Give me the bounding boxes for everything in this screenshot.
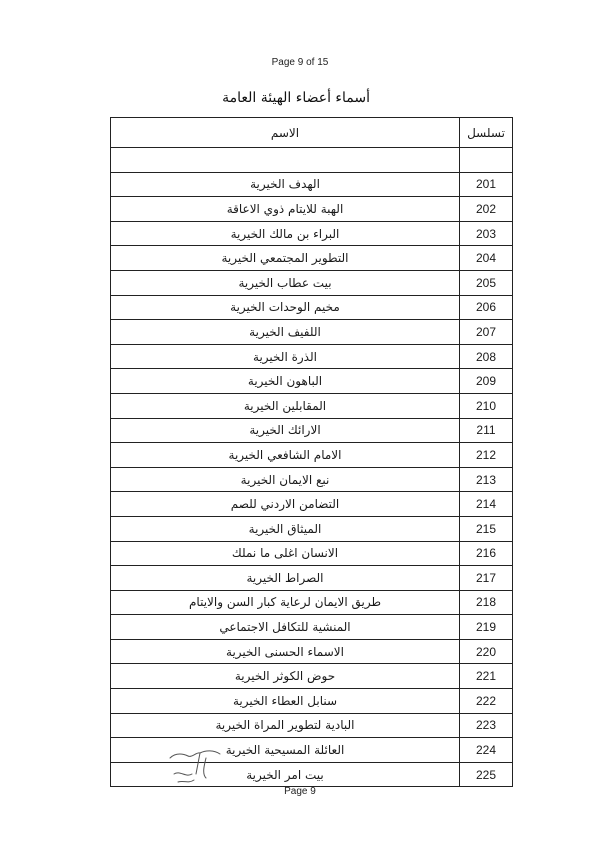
serial-cell: 225 [460,762,513,787]
serial-cell: 203 [460,221,513,246]
members-table [110,117,513,787]
table-row [111,639,513,664]
member-name-cell: المقابلين الخيرية [111,393,460,418]
serial-cell: 205 [460,270,513,295]
member-name-cell: الانسان اغلى ما نملك [111,541,460,566]
table-row [111,172,513,197]
table-row [111,615,513,640]
table-row [111,467,513,492]
member-name-cell: المنشية للتكافل الاجتماعي [111,615,460,640]
table-row [111,590,513,615]
table-header-row [111,118,513,148]
table-row [111,246,513,271]
member-name-cell: العائلة المسيحية الخيرية [111,738,460,763]
table-row [111,221,513,246]
member-name-cell: نبع الايمان الخيرية [111,467,460,492]
table-row [111,492,513,517]
table-row [111,295,513,320]
table-row [111,516,513,541]
page-indicator: Page 9 of 15 [271,57,329,68]
serial-cell: 207 [460,320,513,345]
serial-cell: 211 [460,418,513,443]
member-name-cell: الارائك الخيرية [111,418,460,443]
spacer-cell [111,148,460,173]
table-row [111,541,513,566]
serial-cell: 219 [460,615,513,640]
member-name-cell: البراء بن مالك الخيرية [111,221,460,246]
serial-cell: 202 [460,197,513,222]
member-name-cell: سنابل العطاء الخيرية [111,689,460,714]
member-name-cell: الامام الشافعي الخيرية [111,443,460,468]
member-name-cell: حوض الكوثر الخيرية [111,664,460,689]
serial-cell: 224 [460,738,513,763]
member-name-cell: البادية لتطوير المراة الخيرية [111,713,460,738]
table-row [111,664,513,689]
table-row [111,270,513,295]
table-row [111,566,513,591]
page-footer: Page 9 [284,786,316,797]
table-row [111,393,513,418]
member-name-cell: طريق الايمان لرعاية كبار السن والايتام [111,590,460,615]
table-row [111,369,513,394]
serial-cell: 206 [460,295,513,320]
member-name-cell: التطوير المجتمعي الخيرية [111,246,460,271]
serial-cell: 216 [460,541,513,566]
serial-cell: 210 [460,393,513,418]
member-name-cell: اللفيف الخيرية [111,320,460,345]
serial-cell: 209 [460,369,513,394]
member-name-cell: الهبة للايتام ذوي الاعاقة [111,197,460,222]
serial-cell: 215 [460,516,513,541]
serial-cell: 220 [460,639,513,664]
serial-cell: 204 [460,246,513,271]
serial-cell: 223 [460,713,513,738]
table-row [111,197,513,222]
table-spacer-row [111,148,513,173]
member-name-cell: بيت عطاب الخيرية [111,270,460,295]
member-name-cell: الهدف الخيرية [111,172,460,197]
table-row [111,713,513,738]
serial-cell: 201 [460,172,513,197]
member-name-cell: الباهون الخيرية [111,369,460,394]
table-row [111,418,513,443]
spacer-cell [460,148,513,173]
table-row [111,344,513,369]
serial-cell: 214 [460,492,513,517]
member-name-cell: التضامن الاردني للصم [111,492,460,517]
handwritten-signature-icon [166,744,226,786]
serial-cell: 217 [460,566,513,591]
table-row [111,443,513,468]
member-name-cell: بيت امر الخيرية [111,762,460,787]
serial-cell: 213 [460,467,513,492]
serial-cell: 222 [460,689,513,714]
member-name-cell: الاسماء الحسنى الخيرية [111,639,460,664]
name-column-header: الاسم [111,118,460,148]
member-name-cell: الذرة الخيرية [111,344,460,369]
member-name-cell: الصراط الخيرية [111,566,460,591]
serial-column-header: تسلسل [460,118,513,148]
table-row [111,689,513,714]
serial-cell: 221 [460,664,513,689]
table-row [111,320,513,345]
serial-cell: 212 [460,443,513,468]
serial-cell: 208 [460,344,513,369]
member-name-cell: الميثاق الخيرية [111,516,460,541]
member-name-cell: مخيم الوحدات الخيرية [111,295,460,320]
serial-cell: 218 [460,590,513,615]
document-title: أسماء أعضاء الهيئة العامة [222,90,370,106]
